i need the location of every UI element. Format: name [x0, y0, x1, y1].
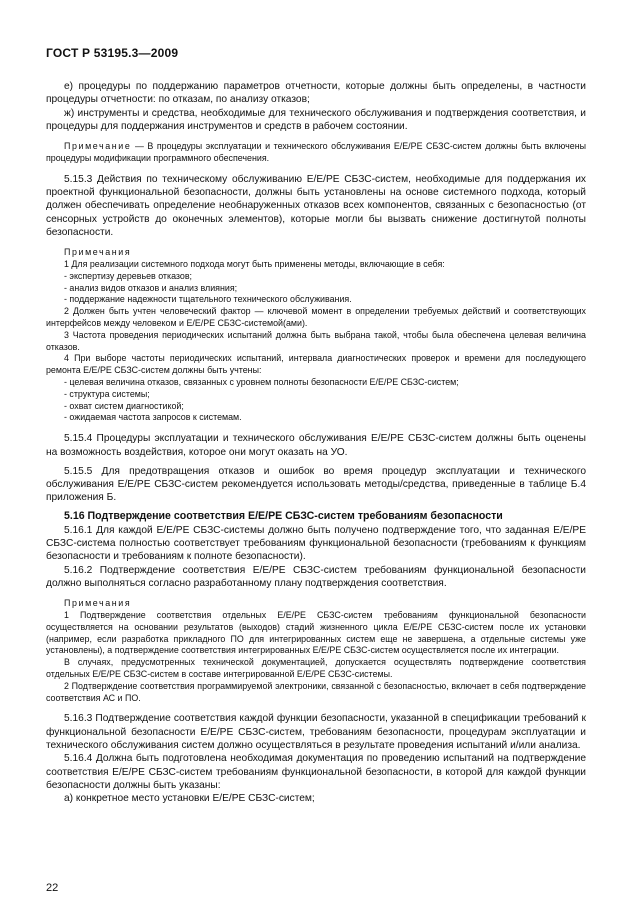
note-item: 2 Подтверждение соответствия программируемой электроники, связанной с безопасностью, включает в себя подтверждение соответствия АС и ПО.	[46, 680, 586, 703]
note-subitem: - ожидаемая частота запросов к системам.	[64, 412, 242, 423]
note-subitem: - поддержание надежности тщательного технического обслуживания.	[64, 294, 352, 305]
section-heading-5-16: 5.16 Подтверждение соответствия Е/Е/РЕ СБЗС-систем требованиям безопасности	[64, 509, 503, 522]
note-subitem: - анализ видов отказов и анализ влияния;	[64, 282, 238, 293]
paragraph-5-15-4: 5.15.4 Процедуры эксплуатации и технического обслуживания Е/Е/РЕ СБЗС-систем должны быть оценены на возможность воздействия, которое они могут оказать на УО.	[46, 433, 586, 458]
note-item: 1 Подтверждение соответствия отдельных Е/Е/РЕ СБЗС-систем требованиям функциональной безопасности осуществляется на основании результатов (выходов) стадий жизненного цикла Е/Е/РЕ СБЗС-систем после их установки (например, если разработка прикладного ПО для интегрированных систем еще не завершена, а отдельные системы уже установлены), а подтверждение соответствия интегрированных Е/Е/РЕ СБЗС-систем осуществляется после их интеграции.	[46, 609, 586, 656]
paragraph-5-16-2: 5.16.2 Подтверждение соответствия Е/Е/РЕ СБЗС-систем требованиям функциональной безопасности должно выполняться согласно разработанному плану подтверждения соответствия.	[46, 564, 586, 589]
note-item: В случаях, предусмотренных технической документацией, допускается осуществлять подтверждение соответствия отдельных Е/Е/РЕ СБЗС-систем в составе интегрированной Е/Е/РЕ СБЗС-системы.	[46, 657, 586, 679]
note-subitem: - целевая величина отказов, связанных с уровнем полноты безопасности Е/Е/РЕ СБЗС-систем;	[64, 377, 459, 388]
list-item-a: а) конкретное место установки Е/Е/РЕ СБЗС-систем;	[64, 793, 315, 805]
note-label: Примечание	[64, 141, 132, 152]
standard-code: ГОСТ Р 53195.3—2009	[46, 46, 179, 60]
note-1	[46, 141, 586, 165]
note-item: 4 При выборе частоты периодических испытаний, интервала диагностических проверок и времени для последующего ремонта Е/Е/РЕ СБЗС-систем должны быть учтены:	[46, 353, 586, 376]
note-subitem: - охват систем диагностикой;	[64, 400, 184, 411]
paragraph-5-15-3: 5.15.3 Действия по техническому обслуживанию Е/Е/РЕ СБЗС-систем, необходимые для поддержания их проектной функциональной безопасности, должны быть установлены на основе системного подхода, который должен обеспечивать определение необнаруженных отказов всех компонентов, связанных с безопасностью (от сенсорных устройств до оконечных элементов), которые могли бы вызвать снижение достигнутой полноты безопасности.	[46, 173, 586, 238]
paragraph-5-15-5: 5.15.5 Для предотвращения отказов и ошибок во время процедур эксплуатации и технического обслуживания Е/Е/РЕ СБЗС-систем рекомендуется использовать методы/средства, приведенные в таблице Б.4 приложения Б.	[46, 465, 586, 504]
paragraph-5-16-1: 5.16.1 Для каждой Е/Е/РЕ СБЗС-системы должно быть получено подтверждение того, что заданная Е/Е/РЕ СБЗС-система полностью соответствует требованиям функциональной безопасности (требованиям к функциям безопасности и требованиям к полноте безопасности).	[46, 524, 586, 563]
page-number: 22	[46, 882, 59, 894]
note-text: — В процедуры эксплуатации и технического обслуживания Е/Е/РЕ СБЗС-систем должны быть включены процедуры модификации программного обеспечения.	[46, 141, 586, 163]
note-item: 3 Частота проведения периодических испытаний должна быть выбрана такой, чтобы была обеспечена целевая величина отказов.	[46, 329, 586, 352]
paragraph-5-16-4: 5.16.4 Должна быть подготовлена необходимая документация по проведению испытаний на подтверждение соответствия Е/Е/РЕ СБЗС-систем требованиям функциональной безопасности, в которой для каждой функции безопасности должны быть указаны:	[46, 753, 586, 791]
notes-label: Примечания	[64, 247, 132, 258]
paragraph-5-16-3: 5.16.3 Подтверждение соответствия каждой функции безопасности, указанной в спецификации требований к функциональной безопасности Е/Е/РЕ СБЗС-систем, требованиям безопасности, процедурам эксплуатации и технического обслуживания систем должно осуществляться в результате проведения испытаний и/или анализа.	[46, 713, 586, 751]
list-item-zh: ж) инструменты и средства, необходимые для технического обслуживания и подтверждения соответствия, и процедуры для поддержания инструментов и средств в рабочем состоянии.	[46, 107, 586, 132]
document-body	[46, 80, 586, 805]
list-item-e: е) процедуры по поддержанию параметров отчетности, которые должны быть определены, в частности процедуры отчетности: по отказам, по анализу отказов;	[46, 81, 586, 106]
note-item: 1 Для реализации системного подхода могут быть применены методы, включающие в себя:	[64, 259, 445, 270]
note-subitem: - структура системы;	[64, 388, 150, 399]
notes-label: Примечания	[64, 598, 132, 609]
note-subitem: - экспертизу деревьев отказов;	[64, 270, 192, 281]
note-item: 2 Должен быть учтен человеческий фактор — ключевой момент в определении требуемых действий и соответствующих интерфейсов между человеком и Е/Е/РЕ СБЗС-системой(ами).	[46, 306, 586, 329]
